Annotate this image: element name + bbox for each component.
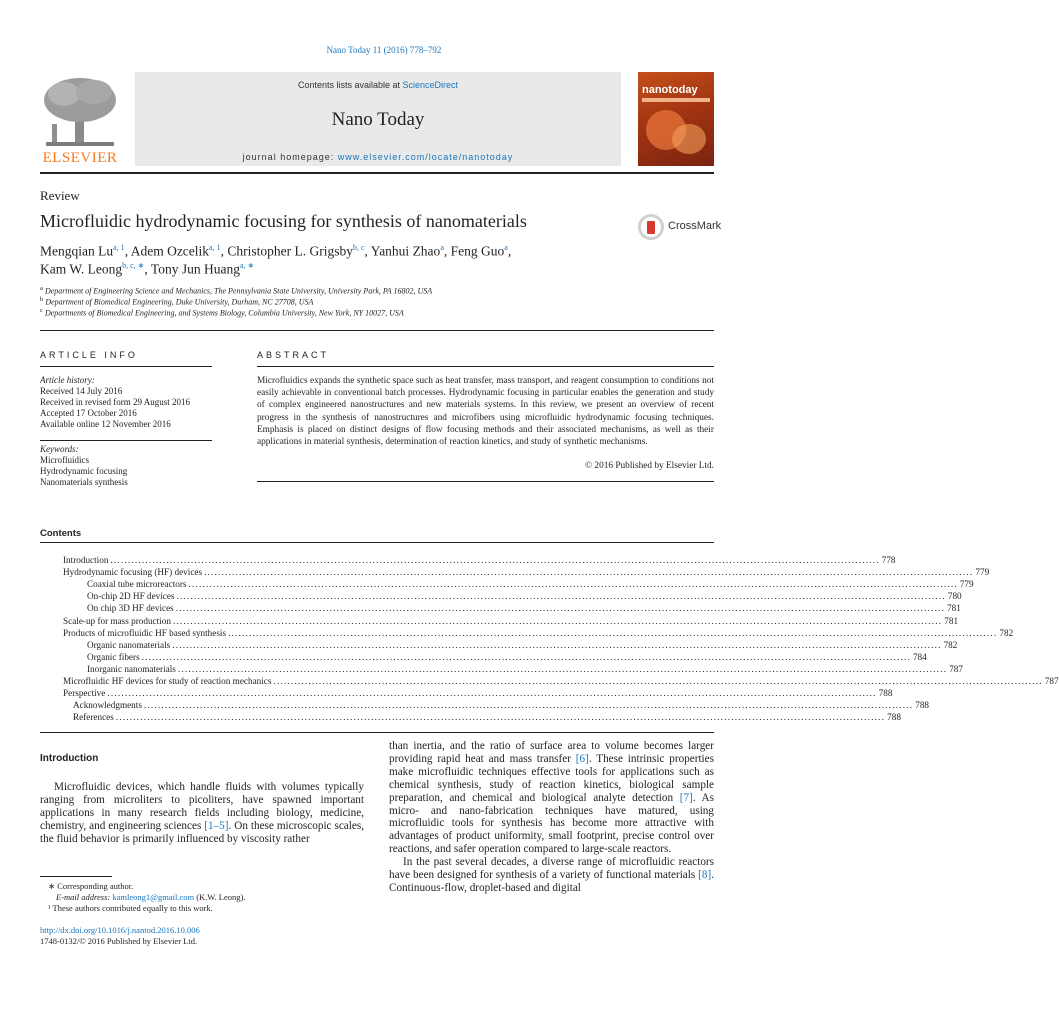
toc-entry-label: Hydrodynamic focusing (HF) devices bbox=[63, 567, 203, 578]
toc-entry-page: 780 bbox=[947, 591, 962, 602]
toc-entry-page: 778 bbox=[881, 555, 896, 565]
toc-entry-page: 784 bbox=[912, 651, 927, 662]
toc-entry[interactable]: Products of microfluidic HF based synthesis ............................................................................................................................................................................................................................ 782 bbox=[63, 627, 1014, 638]
history-accepted: Accepted 17 October 2016 bbox=[40, 408, 137, 418]
article-type: Review bbox=[40, 188, 80, 203]
keyword: Microfluidics bbox=[40, 455, 89, 465]
toc-entry[interactable]: References ............................................................................................................................................................................................................................ 788 bbox=[73, 712, 901, 723]
keyword: Nanomaterials synthesis bbox=[40, 477, 128, 487]
history-received: Received 14 July 2016 bbox=[40, 386, 123, 396]
author-name: Tony Jun Huang bbox=[150, 261, 240, 277]
author-affiliation-marker[interactable]: b, c, ∗ bbox=[122, 261, 145, 270]
contents-availability: Contents lists available at ScienceDirect bbox=[297, 80, 459, 90]
toc-entry-label: Products of microfluidic HF based synthesis bbox=[63, 627, 227, 638]
journal-banner bbox=[135, 72, 621, 166]
toc-entry[interactable]: Introduction ............................................................................................................................................................................................................................ 778 bbox=[63, 555, 896, 565]
intro-column-2: than inertia, and the ratio of surface area to volume becomes larger providing rapid heat and mass transfer [6]. These intrinsic properties make microfluidic techniques effective tools for applications such as chemical synthesis, study of reaction kinetics, biological sample preparation, and chemical and biological analyte detection [7]. As micro- and nano-fabrication techniques have matured, using microfluidic tools for synthesis has become more attractive with advantages of product uniformity, small footprint, precise control over reactions, and safer operation compared to large-scale reactors. In the past several decades, a diverse range of microfluidic reactors have been designed for synthesis of a variety of functional materials [8]. Continuous-flow, droplet-based and digital bbox=[389, 740, 714, 894]
crossmark-label: CrossMark bbox=[668, 220, 722, 232]
author-name: Christopher L. Grigsby bbox=[227, 243, 353, 259]
toc-entry-page: 781 bbox=[947, 603, 961, 614]
equal-contribution-note: ¹ These authors contributed equally to this work. bbox=[48, 903, 213, 913]
journal-cover-image bbox=[638, 72, 714, 166]
toc-entry-label: Perspective bbox=[63, 688, 106, 699]
toc-entry-label: Organic nanomaterials bbox=[87, 639, 171, 650]
affiliation-b: $^b$ Department of Biomedical Engineering, Duke University, Durham, NC 27708, USA bbox=[40, 296, 314, 307]
author-affiliation-marker[interactable]: b, c bbox=[352, 243, 365, 252]
toc-entry-page: 782 bbox=[999, 627, 1014, 638]
author-affiliation-marker[interactable]: a, 1 bbox=[113, 243, 125, 252]
author-name: Adem Ozcelik bbox=[130, 243, 210, 259]
reference-link[interactable]: [6] bbox=[575, 752, 589, 765]
toc-entry[interactable]: Inorganic nanomaterials ............................................................................................................................................................................................................................ 787 bbox=[87, 663, 963, 674]
author-name: Mengqian Lu bbox=[40, 243, 114, 259]
doi-link[interactable]: http://dx.doi.org/10.1016/j.nantod.2016.10.006 bbox=[40, 925, 200, 935]
toc-entry-page: 779 bbox=[959, 579, 974, 590]
toc-entry-label: Scale-up for mass production bbox=[63, 615, 171, 626]
toc-entry-page: 779 bbox=[975, 567, 990, 578]
toc-entry[interactable]: Scale-up for mass production ............................................................................................................................................................................................................................ 781 bbox=[63, 615, 959, 626]
toc-entry-label: Acknowledgments bbox=[73, 700, 142, 711]
header-rule bbox=[40, 172, 714, 174]
contents-heading: Contents bbox=[40, 528, 82, 539]
divider bbox=[40, 330, 714, 331]
cover-title: nanotoday bbox=[642, 84, 698, 96]
toc-entry-label: References bbox=[73, 712, 114, 723]
keyword: Hydrodynamic focusing bbox=[40, 466, 128, 476]
corresponding-author-note: ∗ Corresponding author. bbox=[48, 881, 134, 891]
email-note: E-mail address: kamleong1@gmail.com (K.W. Leong). bbox=[56, 892, 246, 902]
toc-entry-page: 781 bbox=[944, 615, 959, 626]
toc-entry-page: 787 bbox=[949, 663, 963, 674]
toc-entry-label: On-chip 2D HF devices bbox=[87, 591, 175, 602]
toc-entry[interactable]: On-chip 2D HF devices ............................................................................................................................................................................................................................ 780 bbox=[87, 591, 962, 602]
author-name: Feng Guo bbox=[450, 243, 505, 259]
toc-entry-page: 788 bbox=[915, 700, 929, 711]
journal-homepage: journal homepage: www.elsevier.com/locate/nanotoday bbox=[242, 152, 514, 162]
introduction-heading: Introduction bbox=[40, 753, 99, 764]
history-revised: Received in revised form 29 August 2016 bbox=[40, 397, 190, 407]
toc-entry-page: 788 bbox=[887, 712, 901, 723]
abstract-heading: ABSTRACT bbox=[257, 350, 330, 360]
reference-link[interactable]: [8] bbox=[698, 869, 712, 882]
history-online: Available online 12 November 2016 bbox=[40, 419, 171, 429]
toc-entry[interactable]: Acknowledgments ............................................................................................................................................................................................................................ 788 bbox=[73, 700, 929, 711]
toc-entry[interactable]: Organic nanomaterials ............................................................................................................................................................................................................................ 782 bbox=[87, 639, 958, 650]
toc-entry[interactable]: Hydrodynamic focusing (HF) devices ............................................................................................................................................................................................................................ 779 bbox=[63, 567, 990, 578]
toc-entry-label: On chip 3D HF devices bbox=[87, 603, 174, 614]
journal-name: Nano Today bbox=[331, 109, 425, 130]
abstract-text: Microfluidics expands the synthetic space such as heat transfer, mass transport, and reagent consumption to conditions not easily achievable in conventional batch processes. Hydrodynamic focusing in particular enables the generation and study of complex engineered nanostructures and new materials systems. In this review, we present an overview of recent progress in the synthesis of nanostructures and microfibers using microfluidic hydrodynamic focusing techniques. Emphasis is placed on distinct designs of flow focusing methods and their associated mechanisms, as well as their applications in material synthesis, determination of reaction kinetics, and study of synthetic mechanisms. bbox=[257, 376, 714, 448]
affiliation-a: $^a$ Department of Engineering Science and Mechanics, The Pennsylvania State University, University Park, PA 16802, USA bbox=[40, 285, 433, 296]
toc-entry[interactable]: On chip 3D HF devices ............................................................................................................................................................................................................................ 781 bbox=[87, 603, 961, 614]
author-affiliation-marker[interactable]: a, 1 bbox=[209, 243, 221, 252]
article-title: Microfluidic hydrodynamic focusing for synthesis of nanomaterials bbox=[40, 211, 527, 231]
toc-entry[interactable]: Perspective ............................................................................................................................................................................................................................ 788 bbox=[63, 688, 893, 699]
intro-column-1: Microfluidic devices, which handle fluids with volumes typically ranging from microliters to picoliters, have spawned important applications in many research fields including biology, medicine, chemistry, and engineering sciences [1–5]. On these microscopic scales, the fluid behavior is primarily influenced by viscosity rather bbox=[40, 781, 364, 845]
toc-entry-label: Organic fibers bbox=[87, 651, 140, 662]
toc-entry-page: 787 bbox=[1044, 676, 1059, 686]
toc-entry-label: Inorganic nanomaterials bbox=[87, 663, 176, 674]
homepage-link[interactable]: www.elsevier.com/locate/nanotoday bbox=[337, 152, 514, 162]
toc-entry-label: Microfluidic HF devices for study of reaction mechanics bbox=[63, 676, 272, 686]
author-name: Kam W. Leong bbox=[40, 261, 123, 277]
toc-entry-label: Coaxial tube microreactors bbox=[87, 579, 187, 590]
toc-entry-page: 788 bbox=[878, 688, 893, 699]
toc-entry[interactable]: Coaxial tube microreactors ............................................................................................................................................................................................................................ 779 bbox=[87, 579, 974, 590]
abstract-copyright: © 2016 Published by Elsevier Ltd. bbox=[585, 461, 714, 471]
toc-entry[interactable]: Organic fibers ............................................................................................................................................................................................................................ 784 bbox=[87, 651, 927, 662]
author-list-line2: Kam W. Leong$^{b, c, ∗}$, Tony Jun Huang$^{a, ∗}$ bbox=[40, 261, 255, 277]
toc-entry[interactable]: Microfluidic HF devices for study of reaction mechanics ............................................................................................................................................................................................................................ 787 bbox=[63, 676, 1059, 686]
keywords-label: Keywords: bbox=[40, 444, 79, 454]
footnote-rule bbox=[40, 876, 112, 877]
author-name: Yanhui Zhao bbox=[370, 243, 441, 259]
sciencedirect-link[interactable]: ScienceDirect bbox=[402, 80, 459, 90]
toc-entry-page: 782 bbox=[943, 639, 958, 650]
issn-copyright: 1748-0132/© 2016 Published by Elsevier Ltd. bbox=[40, 936, 198, 946]
author-list-line1: Mengqian Lu$^{a, 1}$, Adem Ozcelik$^{a, 1}$, Christopher L. Grigsby$^{b, c}$, Yanhui Zhao$^a$, Feng Guo$^a$, bbox=[40, 243, 512, 259]
crossmark-icon bbox=[638, 214, 664, 240]
email-link[interactable]: kamleong1@gmail.com bbox=[112, 892, 195, 902]
author-affiliation-marker[interactable]: a, ∗ bbox=[239, 261, 255, 270]
author-affiliation-marker[interactable]: a bbox=[504, 243, 508, 252]
crossmark-button[interactable] bbox=[638, 214, 720, 244]
article-info-heading: ARTICLE INFO bbox=[40, 350, 138, 360]
reference-link[interactable]: [1–5] bbox=[204, 819, 229, 832]
toc-entry-label: Introduction bbox=[63, 555, 109, 565]
journal-citation[interactable]: Nano Today 11 (2016) 778–792 bbox=[326, 45, 442, 55]
history-label: Article history: bbox=[40, 375, 95, 385]
reference-link[interactable]: [7] bbox=[679, 791, 693, 804]
author-affiliation-marker[interactable]: a bbox=[440, 243, 444, 252]
elsevier-wordmark: ELSEVIER bbox=[42, 150, 118, 166]
affiliation-c: $^c$ Departments of Biomedical Engineering, and Systems Biology, Columbia University, New York, NY 10027, USA bbox=[40, 307, 404, 318]
